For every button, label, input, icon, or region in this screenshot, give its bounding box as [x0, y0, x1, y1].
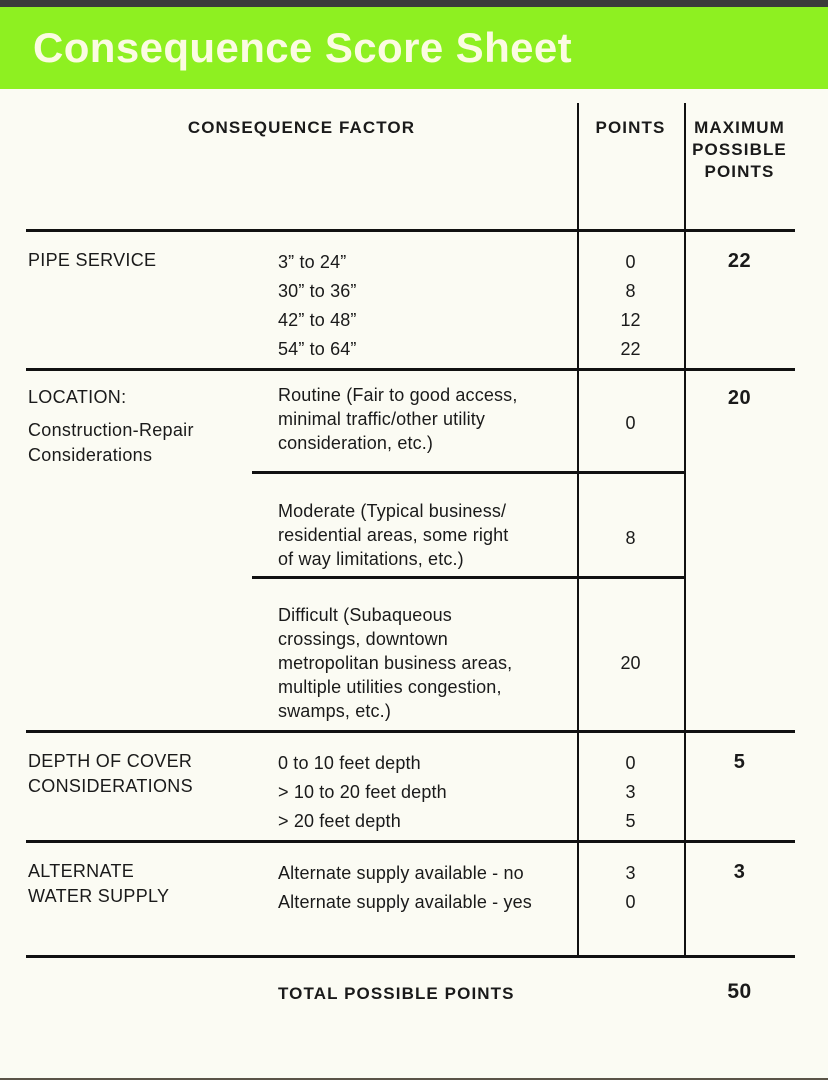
row-descriptions-depth-of-cover	[252, 749, 577, 836]
rule-below-alternate-water-supply	[26, 955, 795, 958]
desc-line: multiple utilities congestion,	[278, 677, 502, 697]
header-maximum-line-2: POSSIBLE	[692, 140, 787, 159]
desc-line: residential areas, some right	[278, 525, 509, 545]
rule-below-location	[26, 730, 795, 733]
desc-line: Difficult (Subaqueous	[278, 605, 452, 625]
points-value: 12	[620, 310, 641, 330]
points-value: 0	[625, 252, 636, 272]
row-max-points-alternate-water-supply: 3	[733, 861, 746, 883]
row-factor-location	[26, 385, 252, 468]
row-max-points-depth-of-cover: 5	[733, 751, 746, 773]
rule-below-pipe-service	[26, 368, 795, 371]
points-value: 5	[625, 811, 636, 831]
row-factor-location-line-1: LOCATION:	[28, 387, 127, 407]
row-description-location-routine	[252, 383, 577, 455]
row-factor-alt-line-2: WATER SUPPLY	[28, 886, 170, 906]
list-item: > 20 feet depth	[278, 811, 401, 831]
row-points-depth-of-cover	[577, 749, 684, 836]
row-factor-pipe-service: PIPE SERVICE	[28, 250, 157, 270]
points-value: 0	[625, 753, 636, 773]
row-factor-depth-of-cover	[26, 749, 252, 799]
header-points: POINTS	[595, 118, 666, 137]
total-possible-points-value: 50	[727, 980, 752, 1003]
row-descriptions-pipe-service	[252, 248, 577, 364]
title-banner	[0, 7, 828, 89]
row-factor-depth-line-2: CONSIDERATIONS	[28, 776, 193, 796]
desc-line: metropolitan business areas,	[278, 653, 513, 673]
desc-line: Routine (Fair to good access,	[278, 385, 518, 405]
points-value: 3	[625, 782, 636, 802]
list-item: 0 to 10 feet depth	[278, 753, 421, 773]
row-max-points-pipe-service: 22	[727, 250, 752, 272]
list-item: Alternate supply available - no	[278, 863, 524, 883]
row-factor-alt-line-1: ALTERNATE	[28, 861, 135, 881]
points-value: 0	[625, 892, 636, 912]
row-factor-alternate-water-supply	[26, 859, 252, 909]
row-points-location-routine: 0	[625, 413, 636, 433]
desc-line: of way limitations, etc.)	[278, 549, 464, 569]
row-points-alternate-water-supply	[577, 859, 684, 917]
row-points-location-moderate: 8	[625, 528, 636, 548]
rule-below-location-routine	[252, 471, 684, 474]
list-item: 30” to 36”	[278, 281, 357, 301]
desc-line: swamps, etc.)	[278, 701, 391, 721]
rule-below-header	[26, 229, 795, 232]
header-maximum-line-1: MAXIMUM	[694, 118, 785, 137]
list-item: 54” to 64”	[278, 339, 357, 359]
row-descriptions-alternate-water-supply	[252, 859, 592, 917]
header-maximum-line-3: POINTS	[704, 162, 775, 181]
header-maximum-possible-points	[684, 117, 795, 183]
row-factor-location-line-3: Considerations	[28, 445, 153, 465]
row-factor-location-line-2: Construction-Repair	[28, 420, 194, 440]
total-possible-points-label: TOTAL POSSIBLE POINTS	[278, 984, 515, 1003]
list-item: 3” to 24”	[278, 252, 347, 272]
list-item: 42” to 48”	[278, 310, 357, 330]
header-consequence-factor: CONSEQUENCE FACTOR	[187, 118, 416, 137]
desc-line: minimal traffic/other utility	[278, 409, 486, 429]
rule-below-location-moderate	[252, 576, 684, 579]
points-value: 3	[625, 863, 636, 883]
row-max-points-location: 20	[727, 387, 752, 409]
row-points-location-difficult: 20	[620, 653, 641, 673]
desc-line: consideration, etc.)	[278, 433, 434, 453]
desc-line: Moderate (Typical business/	[278, 501, 507, 521]
desc-line: crossings, downtown	[278, 629, 448, 649]
top-dark-bar	[0, 0, 828, 7]
points-value: 8	[625, 281, 636, 301]
row-points-pipe-service	[577, 248, 684, 364]
row-description-location-moderate	[252, 499, 577, 571]
points-value: 22	[620, 339, 641, 359]
list-item: Alternate supply available - yes	[278, 892, 532, 912]
page-title: Consequence Score Sheet	[33, 24, 573, 71]
row-description-location-difficult	[252, 603, 577, 723]
list-item: > 10 to 20 feet depth	[278, 782, 447, 802]
row-factor-depth-line-1: DEPTH OF COVER	[28, 751, 193, 771]
rule-below-depth-of-cover	[26, 840, 795, 843]
